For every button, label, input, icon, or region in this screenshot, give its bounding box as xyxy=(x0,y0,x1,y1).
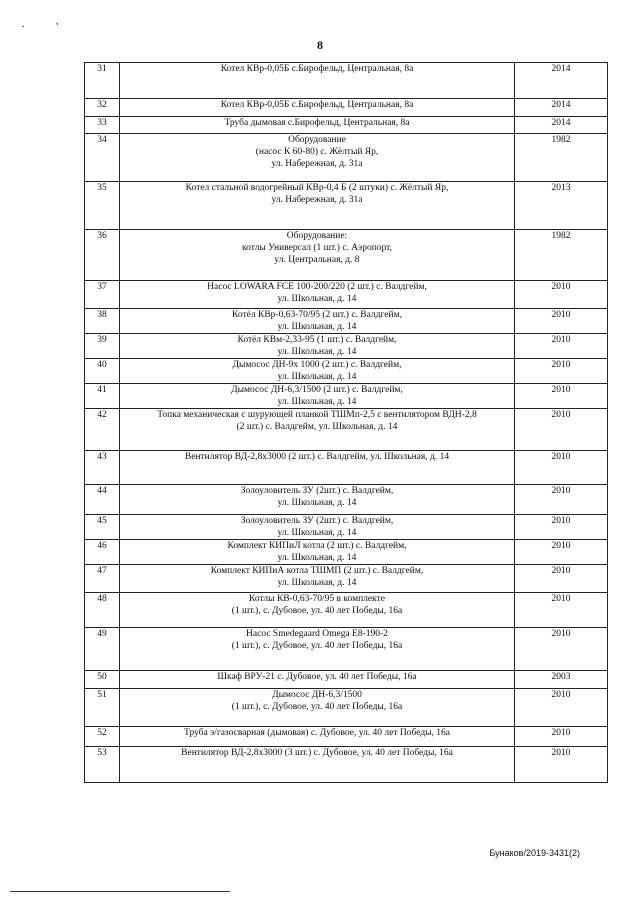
item-description xyxy=(120,134,515,182)
description-line: (1 шт.), с. Дубовое, ул. 40 лет Победы, 16а xyxy=(231,641,403,651)
description-line: ул. Школьная, д. 14 xyxy=(277,397,357,407)
row-number: 49 xyxy=(85,628,120,671)
table-row xyxy=(85,451,608,485)
table-row xyxy=(85,671,608,689)
description-line: ул. Школьная, д. 14 xyxy=(277,553,357,563)
table-row xyxy=(85,117,608,134)
table-row xyxy=(85,565,608,593)
table-row xyxy=(85,689,608,727)
row-number: 38 xyxy=(85,309,120,334)
description-line: (2 шт.) с. Валдгейм, ул. Школьная, д. 14 xyxy=(236,422,398,432)
item-year: 1982 xyxy=(515,230,608,281)
row-number: 39 xyxy=(85,334,120,359)
description-line: Вентилятор ВД-2,8х3000 (3 шт.) с. Дубовое, ул. 40 лет Победы, 16а xyxy=(181,748,453,758)
table-row xyxy=(85,628,608,671)
item-year: 2010 xyxy=(515,359,608,384)
item-description xyxy=(120,334,515,359)
scan-mark: . xyxy=(22,19,25,30)
table-row xyxy=(85,281,608,309)
item-description xyxy=(120,359,515,384)
table-row xyxy=(85,747,608,783)
table-row xyxy=(85,727,608,747)
item-year: 2014 xyxy=(515,99,608,117)
description-line: Труба дымовая с.Бирофельд, Центральная, 8а xyxy=(224,118,410,128)
item-description xyxy=(120,117,515,134)
item-year: 2010 xyxy=(515,485,608,515)
description-line: (1 шт.), с. Дубовое, ул. 40 лет Победы, 16а xyxy=(231,606,403,616)
item-year: 2014 xyxy=(515,117,608,134)
row-number: 43 xyxy=(85,451,120,485)
table-row xyxy=(85,309,608,334)
page-number: 8 xyxy=(317,38,323,52)
item-description xyxy=(120,409,515,451)
item-year: 2010 xyxy=(515,628,608,671)
item-year: 2003 xyxy=(515,671,608,689)
row-number: 48 xyxy=(85,593,120,628)
description-line: Дымосос ДН-6,3/1500 xyxy=(272,690,362,700)
item-description xyxy=(120,689,515,727)
footer-rule xyxy=(10,891,230,892)
table-row xyxy=(85,63,608,99)
item-description xyxy=(120,628,515,671)
description-line: Оборудование xyxy=(288,135,346,145)
item-year: 2013 xyxy=(515,182,608,230)
table-row xyxy=(85,230,608,281)
description-line: Комплект КИПиЛ котла (2 шт.) с. Валдгейм, xyxy=(227,541,407,551)
item-description xyxy=(120,593,515,628)
row-number: 53 xyxy=(85,747,120,783)
item-year: 1982 xyxy=(515,134,608,182)
row-number: 41 xyxy=(85,384,120,409)
item-description xyxy=(120,230,515,281)
row-number: 44 xyxy=(85,485,120,515)
description-line: ул. Школьная, д. 14 xyxy=(277,322,357,332)
item-description xyxy=(120,99,515,117)
description-line: Котлы КВ-0,63-70/95 в комплекте xyxy=(248,594,385,604)
item-description xyxy=(120,671,515,689)
item-year: 2010 xyxy=(515,593,608,628)
description-line: ул. Набережная, д. 31а xyxy=(271,159,363,169)
item-description xyxy=(120,309,515,334)
description-line: Шкаф ВРУ-21 с. Дубовое, ул. 40 лет Победы, 16а xyxy=(217,672,417,682)
row-number: 50 xyxy=(85,671,120,689)
item-year: 2010 xyxy=(515,281,608,309)
description-line: ул. Школьная, д. 14 xyxy=(277,528,357,538)
table-row xyxy=(85,99,608,117)
description-line: ул. Школьная, д. 14 xyxy=(277,578,357,588)
item-description xyxy=(120,182,515,230)
description-line: Золоуловитель ЗУ (2шт.) с. Валдгейм, xyxy=(240,516,394,526)
description-line: котлы Универсал (1 шт.) с. Аэропорт, xyxy=(241,243,392,253)
row-number: 51 xyxy=(85,689,120,727)
table-row xyxy=(85,134,608,182)
description-line: Котел КВр-0,05Б с.Бирофельд, Центральная, 8а xyxy=(220,100,414,110)
item-year: 2010 xyxy=(515,747,608,783)
row-number: 42 xyxy=(85,409,120,451)
item-year: 2010 xyxy=(515,409,608,451)
item-year: 2010 xyxy=(515,334,608,359)
item-description xyxy=(120,281,515,309)
description-line: ул. Школьная, д. 14 xyxy=(277,294,357,304)
table-row xyxy=(85,540,608,565)
item-description xyxy=(120,747,515,783)
item-year: 2010 xyxy=(515,451,608,485)
table-row xyxy=(85,359,608,384)
row-number: 35 xyxy=(85,182,120,230)
item-year: 2010 xyxy=(515,689,608,727)
item-description xyxy=(120,451,515,485)
description-line: Котел КВр-0,05Б с.Бирофельд, Центральная, 8а xyxy=(220,64,414,74)
row-number: 33 xyxy=(85,117,120,134)
table-row xyxy=(85,182,608,230)
item-description xyxy=(120,565,515,593)
item-year: 2014 xyxy=(515,63,608,99)
description-line: ул. Школьная, д. 14 xyxy=(277,347,357,357)
description-line: ул. Набережная, д. 31а xyxy=(271,195,363,205)
item-year: 2010 xyxy=(515,384,608,409)
description-line: Золоуловитель ЗУ (2шт.) с. Валдгейм, xyxy=(240,486,394,496)
table-row xyxy=(85,384,608,409)
row-number: 37 xyxy=(85,281,120,309)
description-line: Комплект КИПиА котла ТШМП (2 шт.) с. Валдгейм, xyxy=(210,566,424,576)
item-description xyxy=(120,485,515,515)
item-description xyxy=(120,727,515,747)
table-row xyxy=(85,515,608,540)
table-row xyxy=(85,409,608,451)
description-line: Дымосос ДН-9х 1000 (2 шт.) с. Валдгейм, xyxy=(232,360,402,370)
row-number: 36 xyxy=(85,230,120,281)
row-number: 52 xyxy=(85,727,120,747)
description-line: Оборудование: xyxy=(286,231,348,241)
description-line: Вентилятор ВД-2,8х3000 (2 шт.) с. Валдгейм, ул. Школьная, д. 14 xyxy=(184,452,450,462)
scan-mark: , xyxy=(56,16,59,27)
row-number: 34 xyxy=(85,134,120,182)
description-line: Котел стальной водогрейный КВр-0,4 Б (2 штуки) с. Жёлтый Яр, xyxy=(185,183,449,193)
document-reference: Бунаков/2019-3431(2) xyxy=(489,848,580,858)
description-line: Котёл КВр-0,63-70/95 (2 шт.) с. Валдгейм, xyxy=(232,310,402,320)
description-line: ул. Школьная, д. 14 xyxy=(277,372,357,382)
row-number: 47 xyxy=(85,565,120,593)
row-number: 31 xyxy=(85,63,120,99)
row-number: 40 xyxy=(85,359,120,384)
description-line: ул. Школьная, д. 14 xyxy=(277,498,357,508)
item-year: 2010 xyxy=(515,565,608,593)
item-year: 2010 xyxy=(515,515,608,540)
table-row xyxy=(85,334,608,359)
description-line: Труба э/газосварная (дымовая) с. Дубовое, ул. 40 лет Победы, 16а xyxy=(183,728,451,738)
row-number: 45 xyxy=(85,515,120,540)
item-description xyxy=(120,515,515,540)
table-row xyxy=(85,593,608,628)
equipment-table-body xyxy=(85,63,608,783)
row-number: 32 xyxy=(85,99,120,117)
row-number: 46 xyxy=(85,540,120,565)
item-description xyxy=(120,540,515,565)
item-year: 2010 xyxy=(515,540,608,565)
description-line: (1 шт.), с. Дубовое, ул. 40 лет Победы, 16а xyxy=(231,702,403,712)
table-row xyxy=(85,485,608,515)
item-description xyxy=(120,384,515,409)
item-year: 2010 xyxy=(515,309,608,334)
description-line: Топка механическая с шурующей планкой ТШМп-2,5 с вентилятором ВДН-2,8 xyxy=(157,410,477,420)
item-description xyxy=(120,63,515,99)
description-line: Насос Smedegaard Omega E8-190-2 xyxy=(246,629,388,639)
description-line: (насос К 60-80) с. Жёлтый Яр, xyxy=(255,147,379,157)
description-line: ул. Центральная, д. 8 xyxy=(274,255,360,265)
description-line: Насос LOWARA FCE 100-200/220 (2 шт.) с. Валдгейм, xyxy=(207,282,427,292)
item-year: 2010 xyxy=(515,727,608,747)
description-line: Дымосос ДН-6,3/1500 (2 шт.) с. Валдгейм, xyxy=(231,385,403,395)
equipment-table xyxy=(84,62,608,783)
description-line: Котёл КВм-2,33-95 (1 шт.) с. Валдгейм, xyxy=(237,335,397,345)
